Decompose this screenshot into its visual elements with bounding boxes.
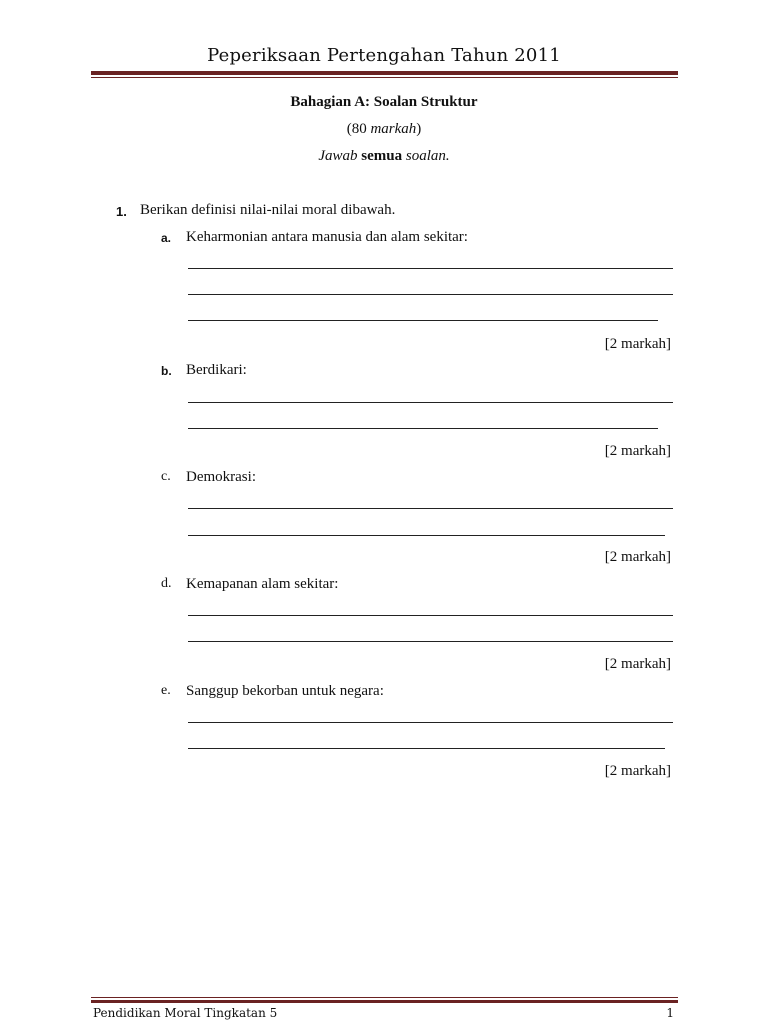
item-b-text: Berdikari: <box>186 362 247 378</box>
answer-line[interactable] <box>188 535 665 536</box>
item-b-letter: b. <box>161 364 172 378</box>
answer-line[interactable] <box>188 641 673 642</box>
section-instruction: Jawab semua soalan. <box>318 148 450 164</box>
footer-rule-thin <box>91 997 678 998</box>
footer-rule <box>91 1000 678 1003</box>
section-title: Bahagian A: Soalan Struktur <box>290 94 478 110</box>
item-d-marks: [2 markah] <box>604 656 671 672</box>
item-e-letter: e. <box>161 683 171 698</box>
item-e-marks: [2 markah] <box>604 763 671 779</box>
question-text: Berikan definisi nilai-nilai moral dibawah. <box>140 202 396 218</box>
item-a-marks: [2 markah] <box>604 336 671 352</box>
header-rule <box>91 71 678 75</box>
item-c-letter: c. <box>161 469 171 484</box>
answer-line[interactable] <box>188 294 673 295</box>
item-e-text: Sanggup bekorban untuk negara: <box>186 683 384 699</box>
answer-line[interactable] <box>188 402 673 403</box>
item-b-marks: [2 markah] <box>604 443 671 459</box>
page-header-title: Peperiksaan Pertengahan Tahun 2011 <box>207 45 561 66</box>
section-marks: (80 markah) <box>346 121 422 137</box>
answer-line[interactable] <box>188 722 673 723</box>
item-a-letter: a. <box>161 231 172 245</box>
answer-line[interactable] <box>188 508 673 509</box>
item-d-letter: d. <box>161 576 172 591</box>
answer-line[interactable] <box>188 748 665 749</box>
item-c-text: Demokrasi: <box>186 469 256 485</box>
item-c-marks: [2 markah] <box>604 549 671 565</box>
footer-subject: Pendidikan Moral Tingkatan 5 <box>93 1006 278 1020</box>
answer-line[interactable] <box>188 615 673 616</box>
item-d-text: Kemapanan alam sekitar: <box>186 576 339 592</box>
answer-line[interactable] <box>188 268 673 269</box>
answer-line[interactable] <box>188 320 658 321</box>
page-number: 1 <box>666 1006 674 1020</box>
header-rule-thin <box>91 77 678 78</box>
question-number: 1. <box>116 204 127 219</box>
answer-line[interactable] <box>188 428 658 429</box>
item-a-text: Keharmonian antara manusia dan alam sekitar: <box>186 229 468 245</box>
